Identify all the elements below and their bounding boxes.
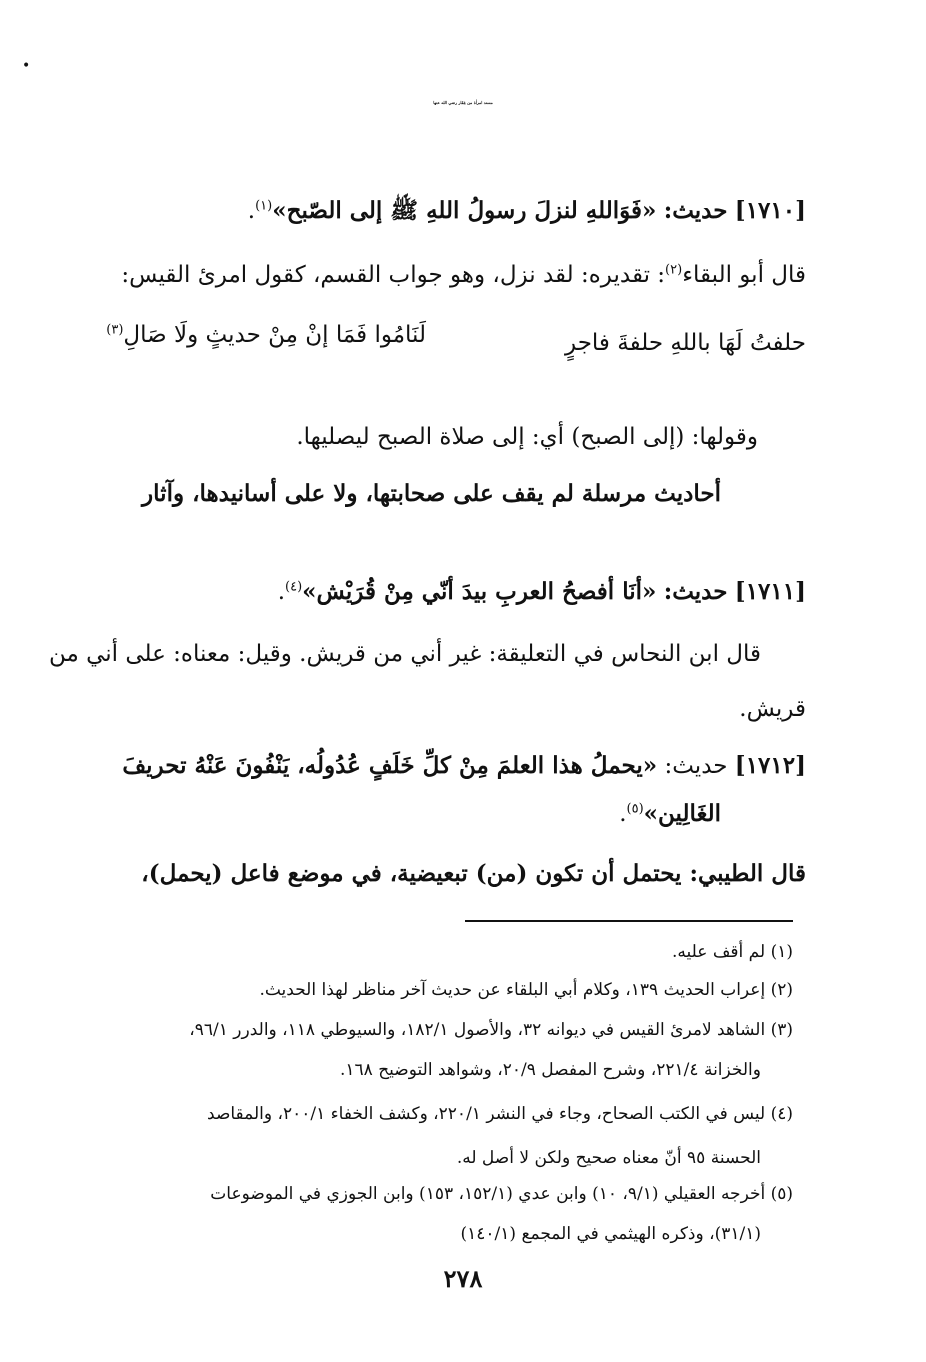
entry-1712	[122, 752, 806, 779]
entry-label: حديث:	[663, 578, 728, 605]
entry-number: [١٧١٢]	[734, 752, 806, 779]
end-mark: .	[619, 801, 627, 827]
paragraph-tibi: قال الطيبي: يحتمل أن تكون (من) تبعيضية، في موضع فاعل (يحمل)،	[141, 860, 806, 887]
end-mark: .	[247, 198, 256, 224]
text-run: : تقديره: لقد نزل، وهو جواب القسم، كقول امرئ القيس:	[121, 262, 666, 288]
footnote-1: (١) لم أقف عليه.	[672, 942, 793, 962]
entry-label: حديث:	[664, 753, 728, 779]
entry-number: [١٧١٠]	[734, 197, 806, 224]
footnote-ref: (٤)	[285, 579, 303, 595]
hadith-text: الغَالِين»	[643, 800, 721, 827]
hadith-text: «فَوَاللهِ لنزلَ رسولُ اللهِ ﷺ إلى الصّبح»	[272, 197, 657, 224]
hadith-text: «يحملُ هذا العلمَ مِنْ كلِّ خَلَفٍ عُدُولُه، يَنْفُونَ عَنْهُ تحريفَ	[122, 752, 658, 779]
footnote-ref: (٣)	[106, 322, 124, 338]
footnote-ref: (٢)	[665, 262, 683, 278]
verse-left	[106, 322, 426, 348]
entry-1712-continuation	[619, 800, 721, 827]
entry-number: [١٧١١]	[734, 578, 806, 605]
footnote-3-continuation: والخزانة ٢٢١/٤، وشرح المفصل ٢٠/٩، وشواهد التوضيح ١٦٨.	[339, 1060, 761, 1080]
verse-text: لَنَامُوا فَمَا إنْ مِنْ حديثٍ ولَا صَالِ	[123, 322, 426, 348]
page-title: مسند امرأة من غِفَار رضي الله عنها	[433, 100, 493, 105]
footnote-5-continuation: (٣١/١)، وذكره الهيثمي في المجمع (١٤٠/١)	[460, 1224, 761, 1244]
footnote-4-continuation: الحسنة ٩٥ أنّ معناه صحيح ولكن لا أصل له.	[456, 1148, 761, 1168]
verse-right: حلفتُ لَهَا باللهِ حلفةَ فاجرٍ	[565, 330, 806, 356]
hadith-text: «أنَا أفصحُ العربِ بيدَ أنّي مِنْ قُرَيْش»	[302, 578, 657, 605]
footnote-5: (٥) أخرجه العقيلي (٩/١، ١٠) وابن عدي (١٥٢/١، ١٥٣) وابن الجوزي في الموضوعات	[210, 1184, 793, 1204]
footnote-ref: (٥)	[626, 801, 644, 817]
paragraph-morning: وقولها: (إلى الصبح) أي: إلى صلاة الصبح ليصليها.	[296, 424, 758, 450]
footnote-2: (٢) إعراب الحديث ١٣٩، وكلام أبي البلقاء عن حديث آخر مناظر لهذا الحديث.	[259, 980, 793, 1000]
footnote-ref: (١)	[255, 198, 273, 214]
paragraph-nahhas-line2: قريش.	[739, 696, 806, 722]
entry-1711	[278, 578, 806, 605]
footnote-separator	[465, 920, 793, 922]
page-number: ٢٧٨	[443, 1264, 483, 1293]
section-heading: أحاديث مرسلة لم يقف على صحابتها، ولا على أسانيدها، وآثار	[142, 480, 721, 507]
entry-1710	[248, 196, 806, 230]
footnote-3: (٣) الشاهد لامرئ القيس في ديوانه ٣٢، والأصول ١٨٢/١، والسيوطي ١١٨، والدرر ٩٦/١،	[189, 1020, 793, 1040]
text-run: قال أبو البقاء	[682, 262, 806, 288]
footnote-4: (٤) ليس في الكتب الصحاح، وجاء في النشر ٢٢٠/١، وكشف الخفاء ٢٠٠/١، والمقاصد	[207, 1104, 793, 1124]
paragraph-nahhas-line1: قال ابن النحاس في التعليقة: غير أني من قريش. وقيل: معناه: على أني من	[48, 641, 761, 667]
speck-mark: •	[22, 58, 31, 74]
entry-label: حديث:	[663, 197, 728, 224]
end-mark: .	[277, 579, 286, 605]
paragraph-abu-baqa	[121, 262, 806, 288]
